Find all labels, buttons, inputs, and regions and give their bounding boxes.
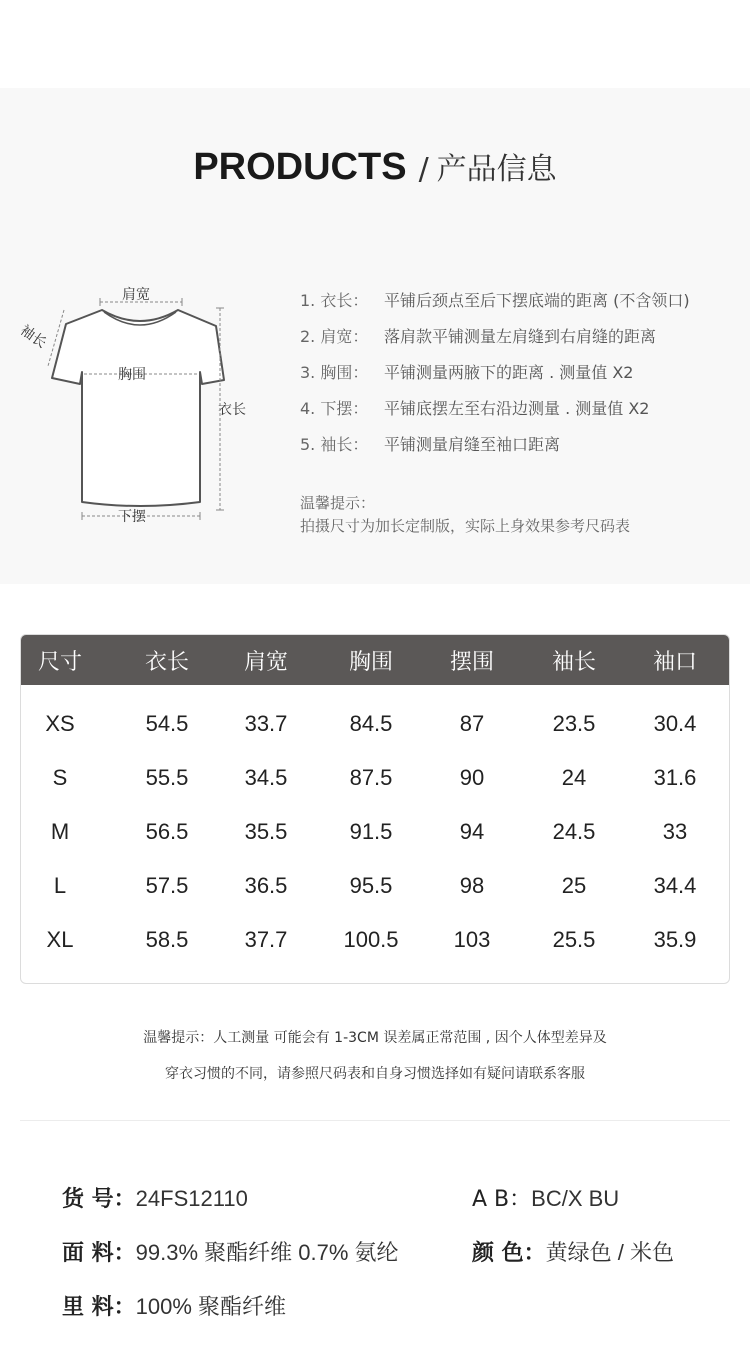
table-cell: 87 — [459, 711, 485, 736]
color-field — [472, 1236, 674, 1267]
photo-size-note — [300, 492, 630, 538]
header-cell: 袖长 — [551, 649, 596, 675]
header-cell: 袖口 — [652, 649, 697, 675]
measurement-disclaimer — [0, 1020, 750, 1092]
label-hem: 下摆 — [118, 509, 146, 525]
sku-label: 货 号： — [62, 1187, 136, 1212]
table-cell: 37.7 — [244, 927, 288, 952]
table-cell: 31.6 — [653, 765, 697, 790]
table-cell: 34.5 — [244, 765, 288, 790]
ab-label: A B： — [472, 1187, 532, 1212]
spec-item: 2. 肩宽： 落肩款平铺测量左肩缝到右肩缝的距离 — [300, 327, 657, 346]
table-cell: 103 — [453, 927, 491, 952]
section-divider — [20, 1120, 730, 1121]
measurement-guide — [300, 288, 740, 468]
header-cell: 摆围 — [449, 649, 494, 675]
table-cell: 94 — [459, 819, 485, 844]
spec-item: 1. 衣长： 平铺后颈点至后下摆底端的距离 (不含领口) — [300, 291, 690, 310]
table-cell: 35.5 — [244, 819, 288, 844]
color-label: 颜 色： — [472, 1241, 546, 1266]
table-cell: 100.5 — [343, 927, 399, 952]
ab-value: BC/X BU — [531, 1186, 620, 1211]
table-row — [21, 859, 729, 913]
fabric-value: 99.3% 聚酯纤维 0.7% 氨纶 — [135, 1240, 399, 1265]
header-cell: 胸围 — [348, 649, 393, 675]
fabric-field — [62, 1236, 399, 1267]
page-title — [0, 144, 750, 189]
table-cell: 23.5 — [552, 711, 596, 736]
ab-field — [472, 1182, 619, 1213]
table-cell: 56.5 — [145, 819, 189, 844]
label-shoulder: 肩宽 — [122, 287, 150, 303]
title-english: PRODUCTS — [193, 146, 407, 188]
tshirt-measurement-diagram — [17, 280, 270, 530]
table-cell: 84.5 — [349, 711, 393, 736]
disclaimer-line: 穿衣习惯的不同，请参照尺码表和自身习惯选择如有疑问请联系客服 — [165, 1066, 585, 1082]
title-separator: / — [418, 152, 429, 187]
table-cell: L — [53, 873, 67, 898]
note-title: 温馨提示： — [300, 494, 376, 512]
table-cell: XL — [46, 927, 74, 952]
size-table-header — [21, 635, 729, 685]
spec-item: 3. 胸围： 平铺测量两腋下的距离 . 测量值 X2 — [300, 363, 634, 382]
table-cell: 58.5 — [145, 927, 189, 952]
table-cell: 54.5 — [145, 711, 189, 736]
table-cell: 91.5 — [349, 819, 393, 844]
fabric-label: 面 料： — [62, 1241, 136, 1266]
table-cell: 36.5 — [244, 873, 288, 898]
size-table — [20, 634, 730, 984]
title-chinese: 产品信息 — [436, 152, 557, 187]
table-row — [21, 913, 729, 967]
label-sleeve: 袖长 — [17, 322, 50, 352]
lining-field — [62, 1290, 286, 1321]
table-cell: 35.9 — [653, 927, 697, 952]
spec-item: 4. 下摆： 平铺底摆左至右沿边测量 . 测量值 X2 — [300, 399, 650, 418]
disclaimer-line: 温馨提示：人工测量 可能会有 1-3CM 误差属正常范围 , 因个人体型差异及 — [143, 1030, 607, 1046]
table-cell: 34.4 — [653, 873, 697, 898]
table-cell: 33 — [662, 819, 688, 844]
note-text: 拍摄尺寸为加长定制版，实际上身效果参考尺码表 — [300, 517, 631, 535]
table-cell: 33.7 — [244, 711, 288, 736]
header-cell: 肩宽 — [243, 649, 288, 675]
sku-field — [62, 1182, 248, 1213]
lining-value: 100% 聚酯纤维 — [135, 1294, 287, 1319]
size-table-body — [21, 685, 729, 967]
table-cell: M — [50, 819, 70, 844]
table-row — [21, 697, 729, 751]
table-row — [21, 751, 729, 805]
header-cell: 衣长 — [144, 649, 189, 675]
table-cell: 87.5 — [349, 765, 393, 790]
color-value: 黄绿色 / 米色 — [545, 1240, 675, 1265]
label-length: 衣长 — [218, 402, 246, 418]
table-cell: 57.5 — [145, 873, 189, 898]
table-cell: S — [52, 765, 68, 790]
table-cell: 98 — [459, 873, 485, 898]
table-cell: 25 — [561, 873, 587, 898]
table-cell: 90 — [459, 765, 485, 790]
sku-value: 24FS12110 — [135, 1186, 248, 1211]
table-row — [21, 805, 729, 859]
table-cell: 24.5 — [552, 819, 596, 844]
table-cell: 30.4 — [653, 711, 697, 736]
table-cell: 55.5 — [145, 765, 189, 790]
table-cell: XS — [45, 711, 75, 736]
table-cell: 95.5 — [349, 873, 393, 898]
header-cell: 尺寸 — [37, 649, 82, 675]
label-chest: 胸围 — [118, 367, 146, 383]
spec-item: 5. 袖长： 平铺测量肩缝至袖口距离 — [300, 435, 561, 454]
lining-label: 里 料： — [62, 1295, 136, 1320]
table-cell: 24 — [561, 765, 587, 790]
table-cell: 25.5 — [552, 927, 596, 952]
